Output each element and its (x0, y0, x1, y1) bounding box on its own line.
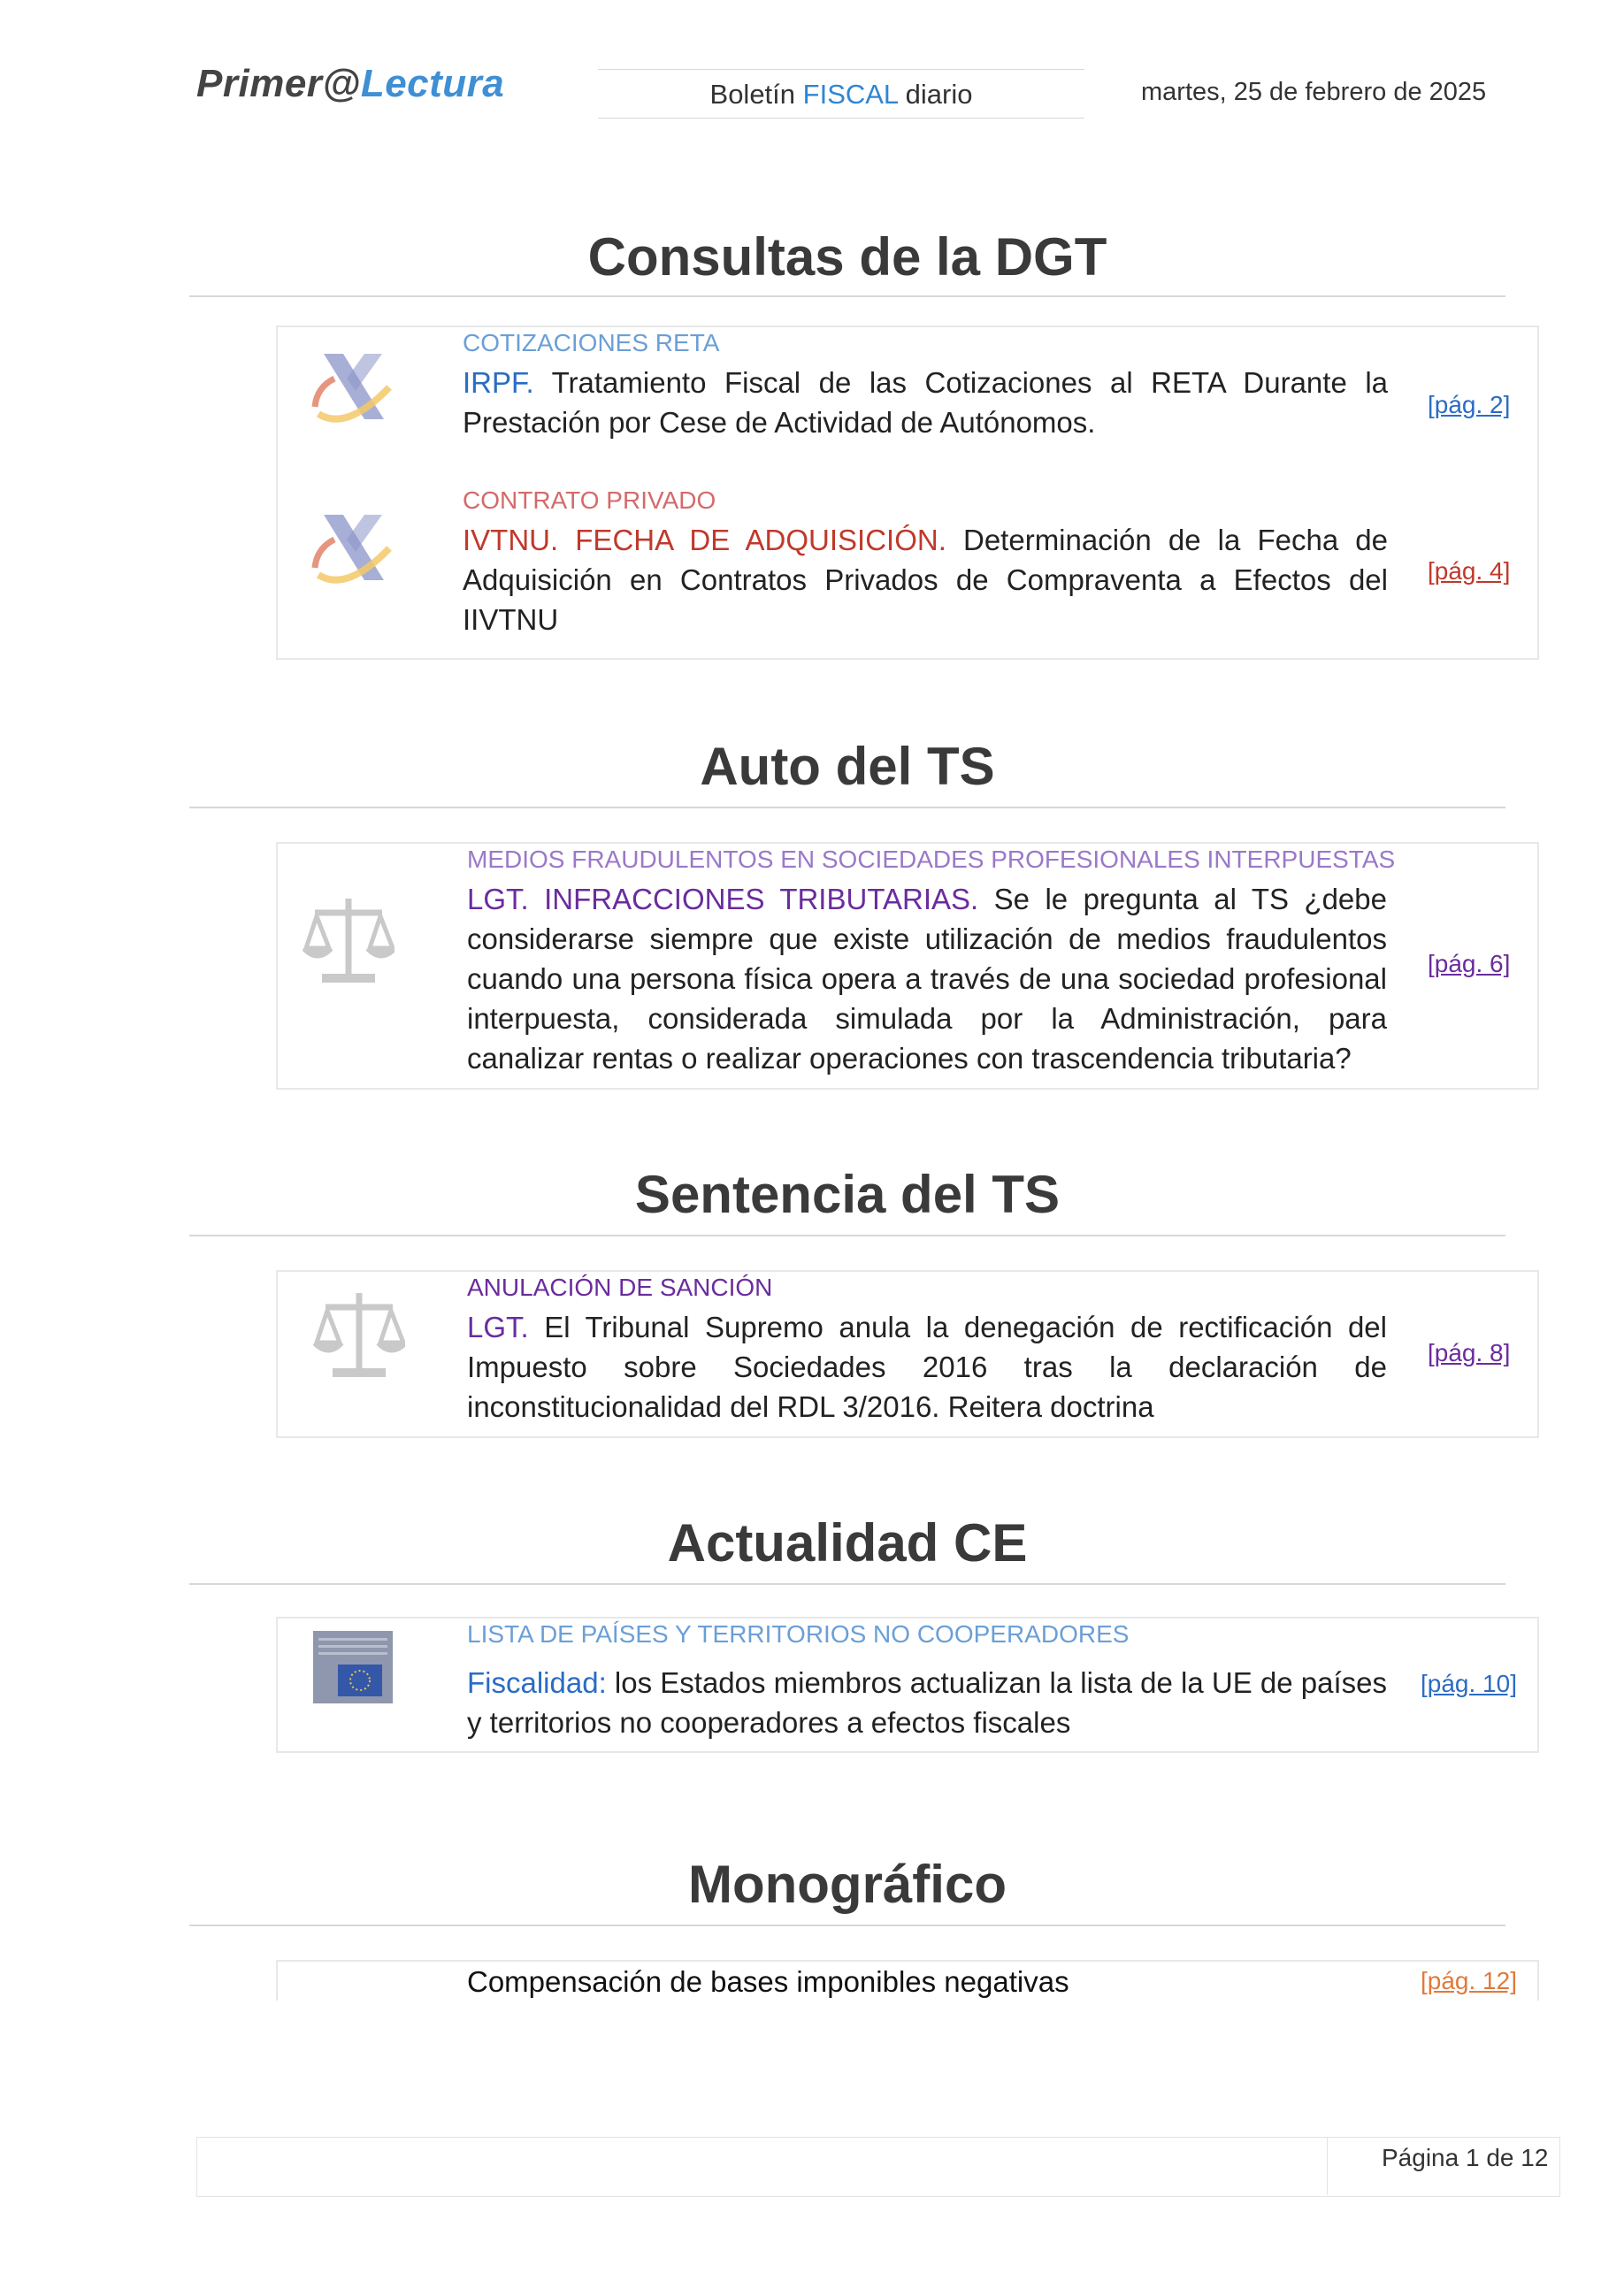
entry-description: Tratamiento Fiscal de las Cotizaciones al RETA Durante la Prestación por Cese de Actividad de Autónomos. (463, 366, 1389, 439)
aeat-logo-icon (311, 513, 396, 587)
page-link[interactable]: [pág. 2] (1428, 391, 1511, 418)
entry-description: los Estados miembros actualizan la lista de la UE de países y territorios no cooperadores a efectos fiscales (467, 1666, 1388, 1739)
eu-council-icon (313, 1631, 393, 1703)
section-divider (189, 295, 1505, 297)
brand-logo (196, 62, 504, 106)
section-divider (189, 1583, 1505, 1585)
entry-summary (467, 1663, 1387, 1742)
logo-part-lectura: Lectura (360, 62, 505, 105)
aeat-logo-icon (311, 352, 396, 426)
entry-description: Se le pregunta al TS ¿debe considerarse siempre que existe utilización de medios fraudulentos cuando una persona física opera a través de una sociedad profesional interpuesta, considerada simulada por la Administración, para canalizar rentas o realizar operaciones con trascendencia tributaria? (467, 883, 1387, 1075)
entry-category: ANULACIÓN DE SANCIÓN (467, 1274, 773, 1301)
entry-description: Determinación de la Fecha de Adquisición en Contratos Privados de Compraventa a Efectos del IIVTNU (463, 524, 1388, 636)
entry-keyword: LGT. INFRACCIONES TRIBUTARIAS. (467, 883, 979, 915)
scales-of-justice-icon (313, 1288, 405, 1383)
bulletin-title-pre: Boletín (709, 79, 803, 110)
entry-category: LISTA DE PAÍSES Y TERRITORIOS NO COOPERADORES (467, 1620, 1130, 1648)
section-divider (189, 1235, 1505, 1236)
section-divider (189, 1925, 1505, 1926)
header-date: martes, 25 de febrero de 2025 (1141, 78, 1487, 106)
section-divider (189, 807, 1505, 808)
entry-category: CONTRATO PRIVADO (463, 486, 716, 514)
entry-summary (467, 1307, 1387, 1427)
bulletin-title-accent: FISCAL (802, 79, 899, 110)
page-link[interactable]: [pág. 10] (1421, 1670, 1517, 1697)
entry-summary (467, 879, 1387, 1078)
entry-summary (463, 520, 1388, 639)
entry-keyword: IVTNU. FECHA DE ADQUISICIÓN. (463, 524, 946, 556)
entry-keyword: IRPF. (463, 366, 534, 399)
page-number: Página 1 de 12 (1382, 2144, 1549, 2171)
logo-part-primer: Primer@ (196, 62, 361, 105)
section-title-auto: Auto del TS (700, 737, 995, 796)
page-link[interactable]: [pág. 6] (1428, 950, 1511, 977)
scales-of-justice-icon (303, 893, 395, 989)
section-title-mono: Monográfico (688, 1855, 1007, 1914)
entry-summary (463, 363, 1388, 442)
footer-divider (1327, 2137, 1328, 2195)
page-link[interactable]: [pág. 12] (1421, 1967, 1517, 1994)
entry-category: COTIZACIONES RETA (463, 329, 720, 356)
bulletin-title-post: diario (898, 79, 973, 110)
bulletin-title (598, 69, 1084, 119)
entry-category: MEDIOS FRAUDULENTOS EN SOCIEDADES PROFESIONALES INTERPUESTAS (467, 846, 1396, 873)
footer-box (196, 2137, 1560, 2197)
section-title-ce: Actualidad CE (667, 1513, 1028, 1573)
entry-description: El Tribunal Supremo anula la denegación de rectificación del Impuesto sobre Sociedades 2016 tras la declaración de inconstitucionalidad del RDL 3/2016. Reitera doctrina (467, 1311, 1387, 1423)
entry-keyword: LGT. (467, 1311, 529, 1343)
entry-summary: Compensación de bases imponibles negativas (467, 1965, 1069, 1998)
page-link[interactable]: [pág. 8] (1428, 1339, 1511, 1366)
section-title-dgt: Consultas de la DGT (587, 227, 1107, 287)
section-title-sentencia: Sentencia del TS (634, 1165, 1061, 1224)
page-link[interactable]: [pág. 4] (1428, 557, 1511, 585)
entry-keyword: Fiscalidad: (467, 1666, 607, 1699)
